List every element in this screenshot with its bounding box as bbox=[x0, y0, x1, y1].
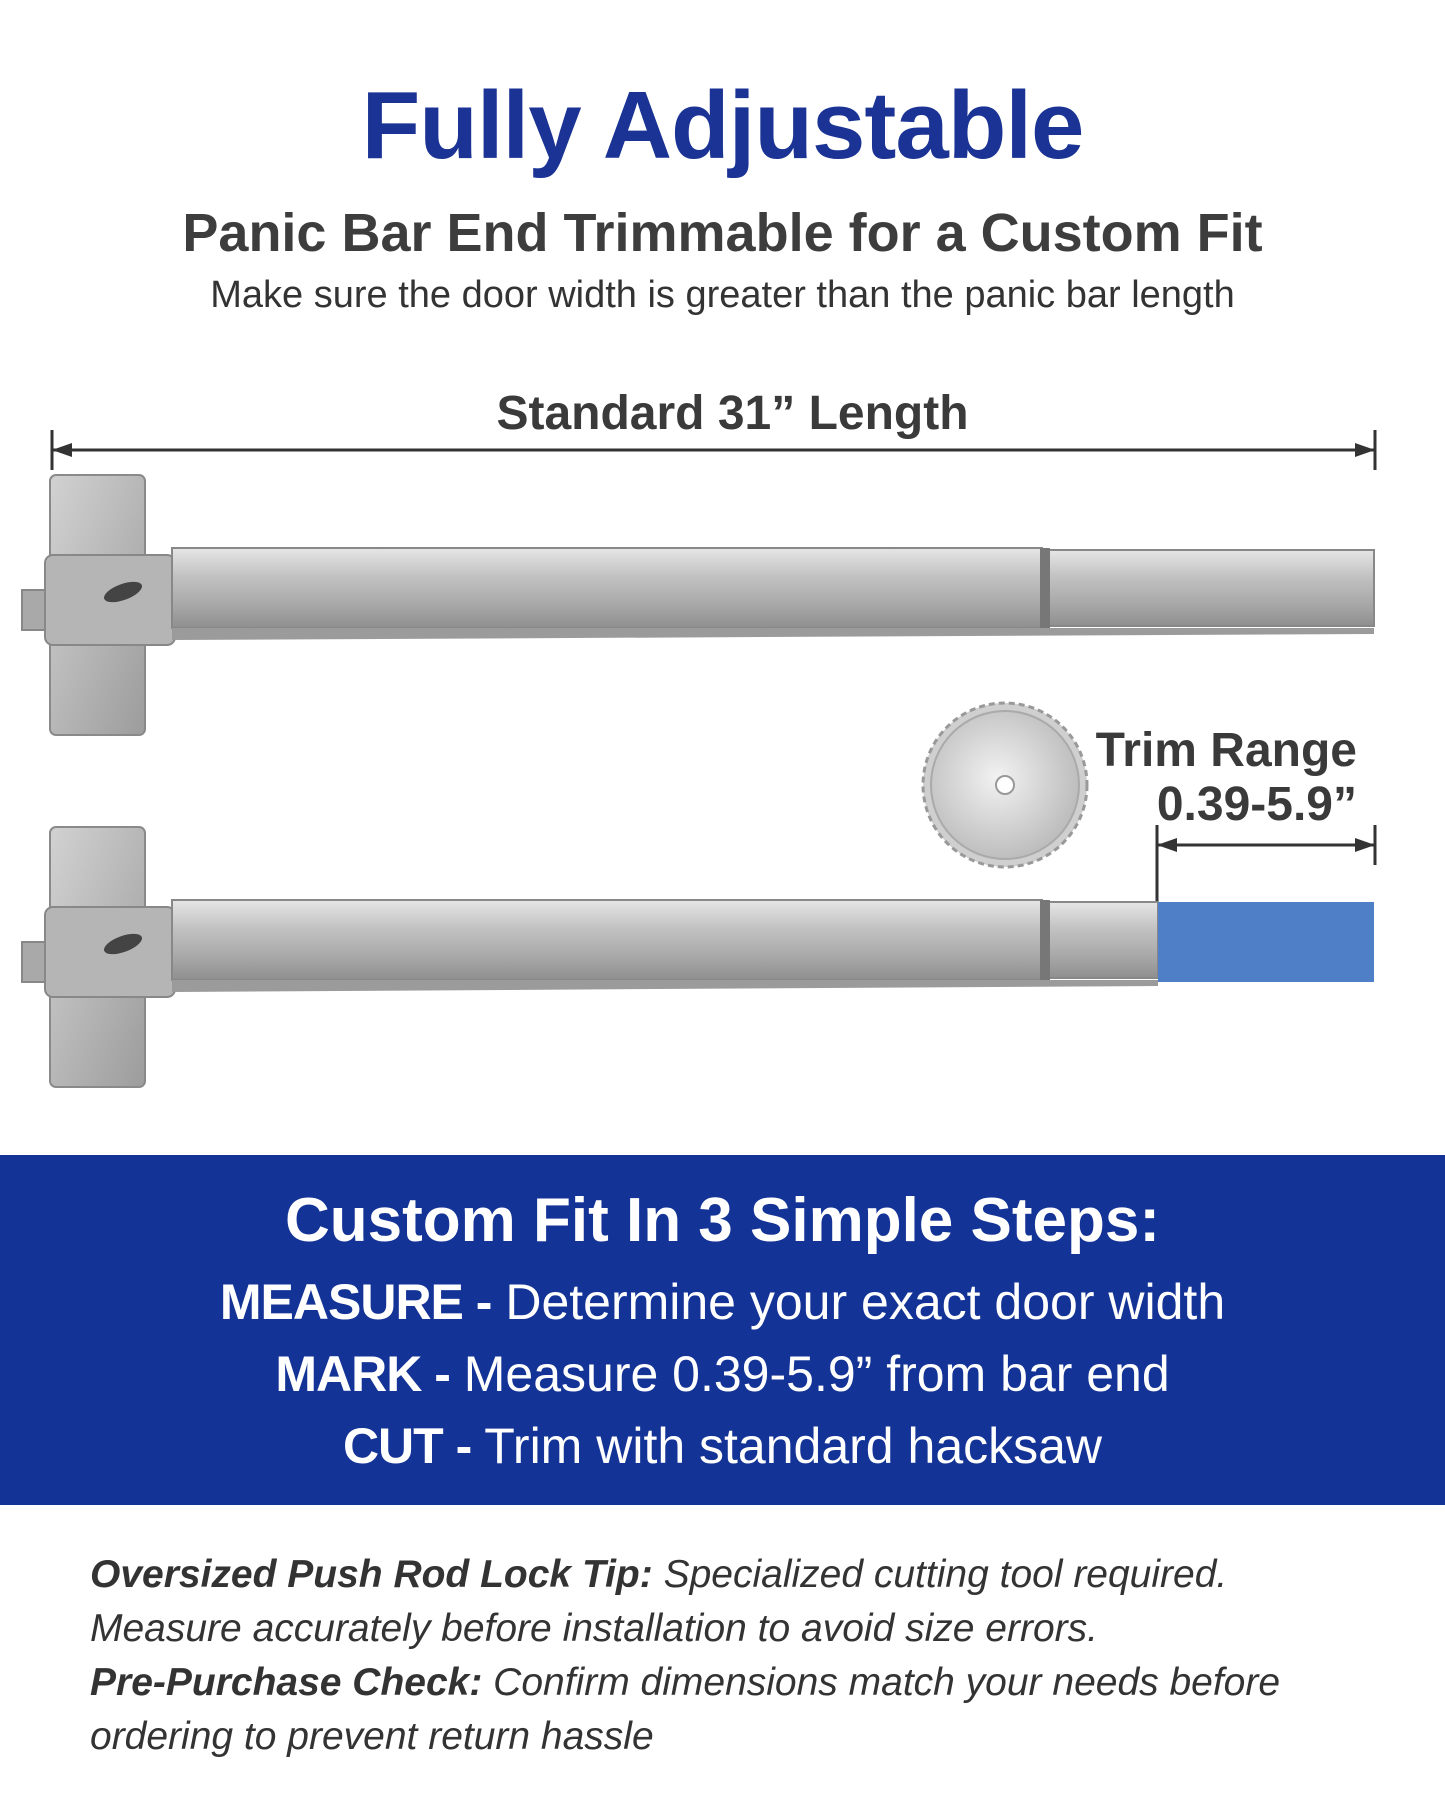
tip-text: Specialized cutting tool required. Measure accurately before installation to avoid size errors. bbox=[90, 1553, 1228, 1650]
trim-range-title: Trim Range bbox=[1095, 724, 1357, 777]
step-keyword: MARK - bbox=[275, 1346, 450, 1402]
trim-range-value: 0.39-5.9” bbox=[1156, 777, 1357, 831]
tip-pre-purchase bbox=[90, 1656, 1380, 1764]
footer-notes bbox=[90, 1548, 1380, 1764]
step-cut bbox=[0, 1418, 1445, 1474]
steps-band bbox=[0, 1155, 1445, 1505]
step-text: Determine your exact door width bbox=[491, 1274, 1226, 1330]
saw-blade-icon bbox=[923, 703, 1087, 867]
panic-bar-trimmed-icon bbox=[22, 827, 1374, 1087]
step-keyword: MEASURE - bbox=[219, 1274, 492, 1330]
tip-label: Pre-Purchase Check: bbox=[90, 1661, 483, 1704]
steps-title: Custom Fit In 3 Simple Steps: bbox=[285, 1186, 1160, 1255]
step-text: Trim with standard hacksaw bbox=[471, 1418, 1103, 1474]
door-width-note: Make sure the door width is greater than the panic bar length bbox=[210, 274, 1235, 316]
tip-text: Confirm dimensions match your needs before ordering to prevent return hassle bbox=[90, 1661, 1281, 1758]
step-text: Measure 0.39-5.9” from bar end bbox=[449, 1346, 1170, 1402]
tip-lock-tip bbox=[90, 1548, 1380, 1656]
tip-label: Oversized Push Rod Lock Tip: bbox=[90, 1553, 653, 1596]
standard-length-label: Standard 31” Length bbox=[496, 387, 969, 440]
page-subtitle: Panic Bar End Trimmable for a Custom Fit bbox=[182, 203, 1263, 263]
panic-bar-icon bbox=[22, 475, 1374, 735]
step-keyword: CUT - bbox=[342, 1418, 472, 1474]
step-measure bbox=[0, 1274, 1445, 1330]
trim-range-label bbox=[1096, 724, 1357, 832]
page-title: Fully Adjustable bbox=[361, 72, 1084, 179]
trim-highlight bbox=[1158, 902, 1374, 982]
step-mark bbox=[0, 1346, 1445, 1402]
